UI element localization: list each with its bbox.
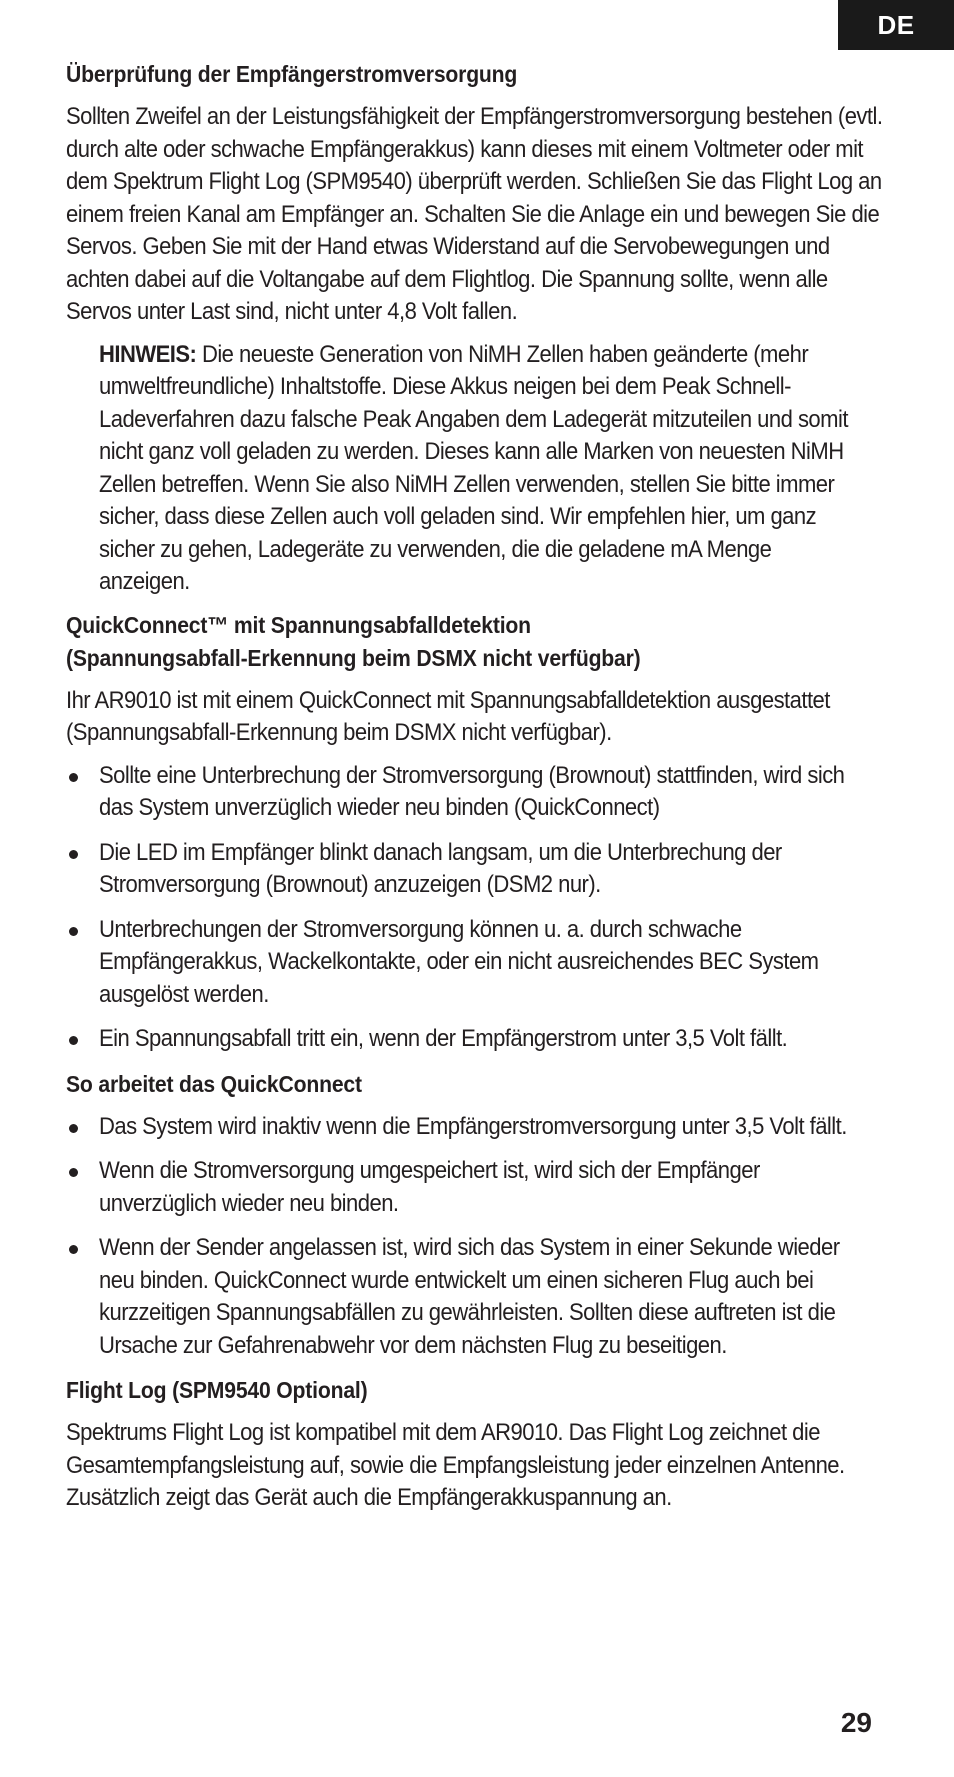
list-item [66, 1111, 888, 1144]
bullet-icon [69, 773, 78, 782]
list-item-text: Die LED im Empfänger blinkt danach langsam, um die Unterbrechung der Stromversorgung (Brownout) anzuzeigen (DSM2 nur). [99, 838, 782, 898]
paragraph-flight-log: Spektrums Flight Log ist kompatibel mit dem AR9010. Das Flight Log zeichnet die Gesamtempfangsleistung auf, sowie die Empfangsleistung jeder einzelnen Antenne. Zusätzlich zeigt das Gerät auch die Empfängerakkuspannung an. [66, 1419, 845, 1511]
note-text: Die neueste Generation von NiMH Zellen haben geänderte (mehr umweltfreundliche) Inhaltstoffe. Diese Akkus neigen bei dem Peak Schnell-Ladeverfahren dazu falsche Peak Angaben dem Ladegerät mitzuteilen und somit nicht ganz voll geladen zu werden. Dieses kann alle Marken von neuesten NiMH Zellen betreffen. Wenn Sie also NiMH Zellen verwenden, stellen Sie bitte immer sicher, dass diese Zellen auch voll geladen sind. Wir empfehlen hier, um ganz sicher zu gehen, Ladegeräte zu verwenden, die die geladene mA Menge anzeigen. [99, 340, 848, 595]
list-item [66, 760, 888, 825]
list-item-text: Unterbrechungen der Stromversorgung können u. a. durch schwache Empfängerakkus, Wackelkontakte, oder ein nicht ausreichendes BEC System ausgelöst werden. [99, 915, 819, 1008]
note-block [66, 339, 888, 599]
bullet-icon [69, 1124, 78, 1133]
bullet-icon [69, 1245, 78, 1254]
heading-line-1: QuickConnect™ mit Spannungsabfalldetektion [66, 611, 531, 638]
section-heading-flight-log: Flight Log (SPM9540 Optional) [66, 1377, 368, 1403]
list-item-text: Ein Spannungsabfall tritt ein, wenn der Empfängerstrom unter 3,5 Volt fällt. [99, 1025, 788, 1052]
section-heading-quickconnect [66, 609, 883, 675]
list-item [66, 1232, 888, 1362]
heading-line-2: (Spannungsabfall-Erkennung beim DSMX nicht verfügbar) [66, 644, 641, 671]
bullet-icon [69, 927, 78, 936]
list-item-text: Das System wird inaktiv wenn die Empfängerstromversorgung unter 3,5 Volt fällt. [99, 1112, 847, 1140]
list-item [66, 914, 888, 1012]
language-tab: DE [838, 0, 954, 50]
section-heading-power-check: Überprüfung der Empfängerstromversorgung [66, 61, 518, 87]
bullet-list-how-it-works [66, 1111, 888, 1363]
note-label: HINWEIS: [99, 340, 197, 368]
bullet-icon [69, 850, 78, 859]
bullet-icon [69, 1168, 78, 1177]
paragraph-power-check: Sollten Zweifel an der Leistungsfähigkeit der Empfängerstromversorgung bestehen (evtl. durch alte oder schwache Empfängerakkus) kann dieses mit einem Voltmeter oder mit dem Spektrum Flight Log (SPM9540) überprüft werden. Schließen Sie das Flight Log an einem freien Kanal am Empfänger an. Schalten Sie die Anlage ein und bewegen Sie die Servos. Geben Sie mit der Hand etwas Widerstand auf die Servobewegungen und achten dabei auf die Voltangabe auf dem Flightlog. Die Spannung sollte, wenn alle Servos unter Last sind, nicht unter 4,8 Volt fallen. [66, 103, 883, 325]
page-number: 29 [840, 1707, 872, 1738]
page-content [66, 58, 888, 1525]
note-inner [99, 339, 859, 599]
section-heading-how-it-works: So arbeitet das QuickConnect [66, 1070, 362, 1097]
bullet-list-quickconnect [66, 760, 888, 1056]
list-item-text: Wenn der Sender angelassen ist, wird sich das System in einer Sekunde wieder neu binden. QuickConnect wurde entwickelt um einen sicheren Flug auch bei kurzzeitigen Spannungsabfällen zu gewährleisten. Sollten diese auftreten ist die Ursache zur Gefahrenabwehr vor dem nächsten Flug zu beseitigen. [99, 1234, 840, 1359]
list-item [66, 837, 888, 902]
bullet-icon [69, 1036, 78, 1045]
paragraph-quickconnect: Ihr AR9010 ist mit einem QuickConnect mit Spannungsabfalldetektion ausgestattet (Spannungsabfall-Erkennung beim DSMX nicht verfügbar). [66, 686, 830, 746]
list-item-text: Wenn die Stromversorgung umgespeichert ist, wird sich der Empfänger unverzüglich wieder neu binden. [99, 1157, 760, 1217]
list-item [66, 1023, 888, 1056]
list-item [66, 1155, 888, 1220]
list-item-text: Sollte eine Unterbrechung der Stromversorgung (Brownout) stattfinden, wird sich das System unverzüglich wieder neu binden (QuickConnect) [99, 761, 845, 821]
